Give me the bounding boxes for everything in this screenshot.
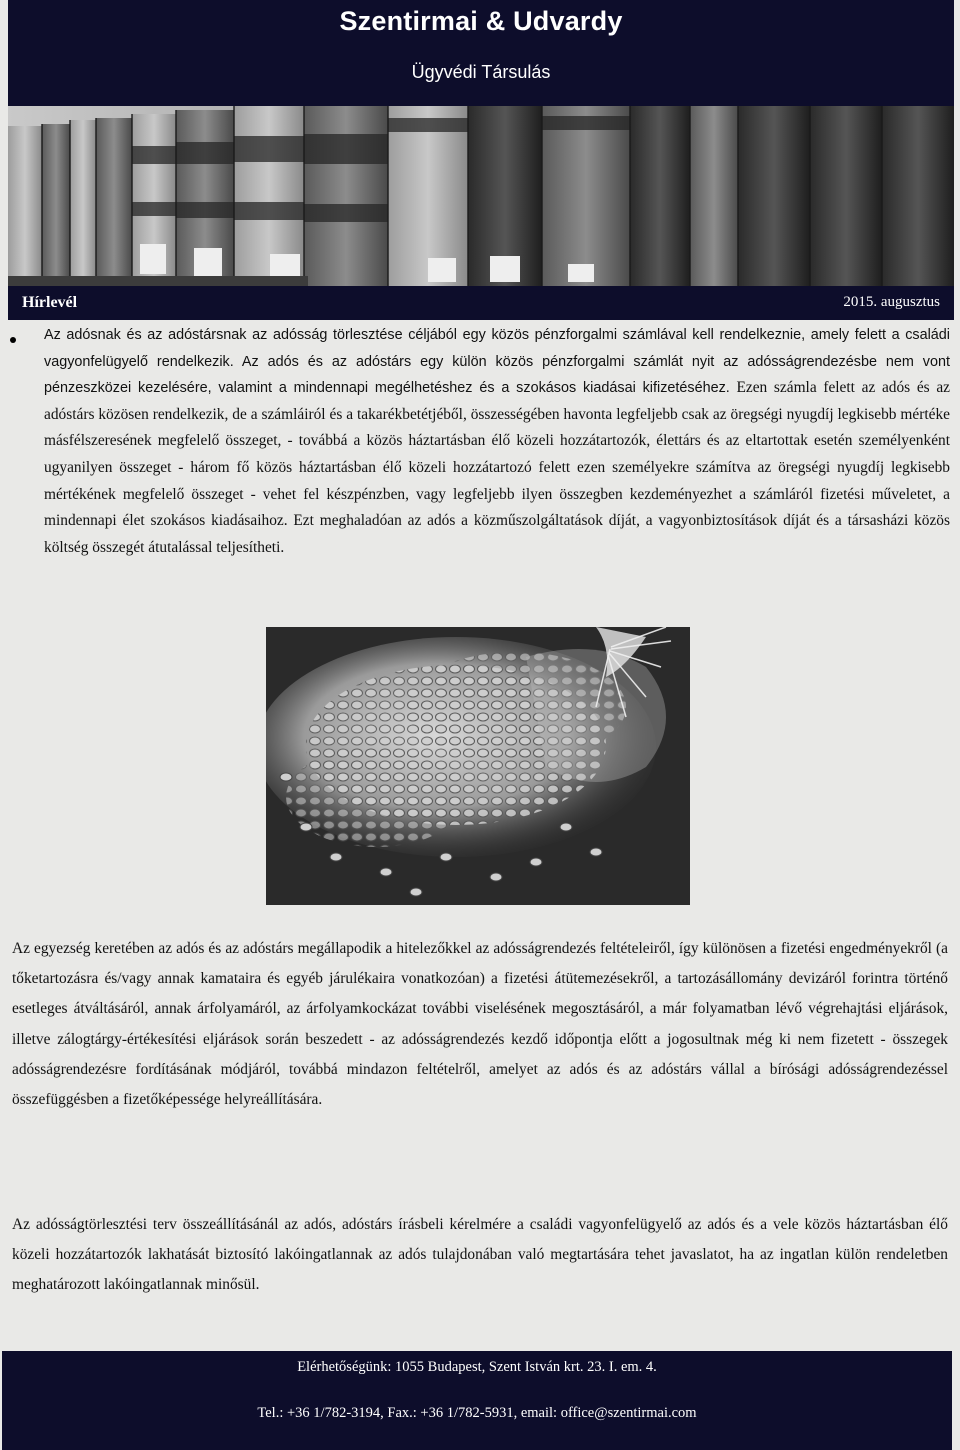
coins-image bbox=[266, 627, 690, 905]
firm-subtitle: Ügyvédi Társulás bbox=[411, 62, 551, 82]
bullet-marker bbox=[10, 337, 16, 343]
bullet-text-part2: Az adós és az adóstárs egy külön közös pénzforgalmi számlát nyit az adósságrendezésbe nem vont pénzeszközei kezelésére, valamint a mindennapi megélhetéshez és a szokásos kiadásai kifizetéséhez. bbox=[44, 353, 951, 397]
newsletter-header bbox=[8, 0, 954, 320]
issue-date: 2015. augusztus bbox=[843, 294, 940, 310]
newsletter-footer bbox=[2, 1351, 952, 1450]
newsletter-label: Hírlevél bbox=[22, 294, 78, 311]
firm-name: Szentirmai & Udvardy bbox=[339, 6, 623, 36]
bullet-text-part3: Ezen számla felett az adós és az adóstárs közösen rendelkezik, de a számláiról és a takarékbetétjéből, összességében havonta legfeljebb csak az öregségi nyugdíj legkisebb mértéke másfélszeresének megfelelő összeget, - továbbá a közös háztartásban élő közeli hozzátartozók, élettárs és az eltartottak esetén személyenként ugyanilyen összeget - három fő közös háztartásban élő közeli hozzátartozó felett ezen személyekre számítva az öregségi nyugdíj legkisebb mértékének megfelelő összeget - vehet fel készpénzben, vagy legfeljebb ilyen összegben kezdeményezhet a számláról fizetési műveletet, a mindennapi élet szokásos kiadásaihoz. Ezt meghaladóan az adós a közműszolgáltatások díját, a vagyonbiztosítások díját és a társasházi közös költség összegét átutalással teljesítheti. bbox=[44, 379, 950, 556]
footer-address: Elérhetőségünk: 1055 Budapest, Szent István krt. 23. I. em. 4. bbox=[297, 1359, 657, 1375]
header-law-books-image bbox=[8, 106, 954, 286]
bullet-text-part1: Az adósnak és az adóstársnak az adósság törlesztése céljából egy közös pénzforgalmi számlával kell rendelkeznie, amely felett a családi vagyonfelügyelő rendelkezik. bbox=[44, 327, 950, 370]
paragraph-repayment-plan: Az adósságtörlesztési terv összeállításánál az adós, adóstárs írásbeli kérelmére a családi vagyonfelügyelő az adós és a vele közös háztartásban élő közeli hozzátartozók lakhatását biztosító lakóingatlannak az adós tulajdonában való megtartására tehet javaslatot, ha az ingatlan külön rendeletben meghatározott lakóingatlannak minősül. bbox=[12, 1216, 948, 1294]
footer-contact: Tel.: +36 1/782-3194, Fax.: +36 1/782-5931, email: office@szentirmai.com bbox=[257, 1405, 697, 1421]
paragraph-agreement: Az egyezség keretében az adós és az adóstárs megállapodik a hitelezőkkel az adósságrendezés feltételeiről, így különösen a fizetési engedményekről (a tőketartozásra és/vagy annak kamataira és egyéb járulékaira vonatkozóan) a fizetési átütemezésekről, a tartozásállomány devizáról forintra történő esetleges átváltásáról, annak árfolyamáról, az árfolyamkockázat további viselésének megosztásáról, a már folyamatban lévő végrehajtási eljárások, illetve zálogtárgy-értékesítési eljárások során beszedett - az adósságrendezés kezdő időpontja előtt a jogosultnak még ki nem fizetett - összegek adósságrendezésre fordításának módjáról, továbbá mindazon feltételről, amelyet az adós és az adóstárs vállal a bírósági adósságrendezéssel összefüggésben a fizetőképessége helyreállítására. bbox=[12, 940, 948, 1109]
bullet-paragraph bbox=[44, 322, 950, 561]
